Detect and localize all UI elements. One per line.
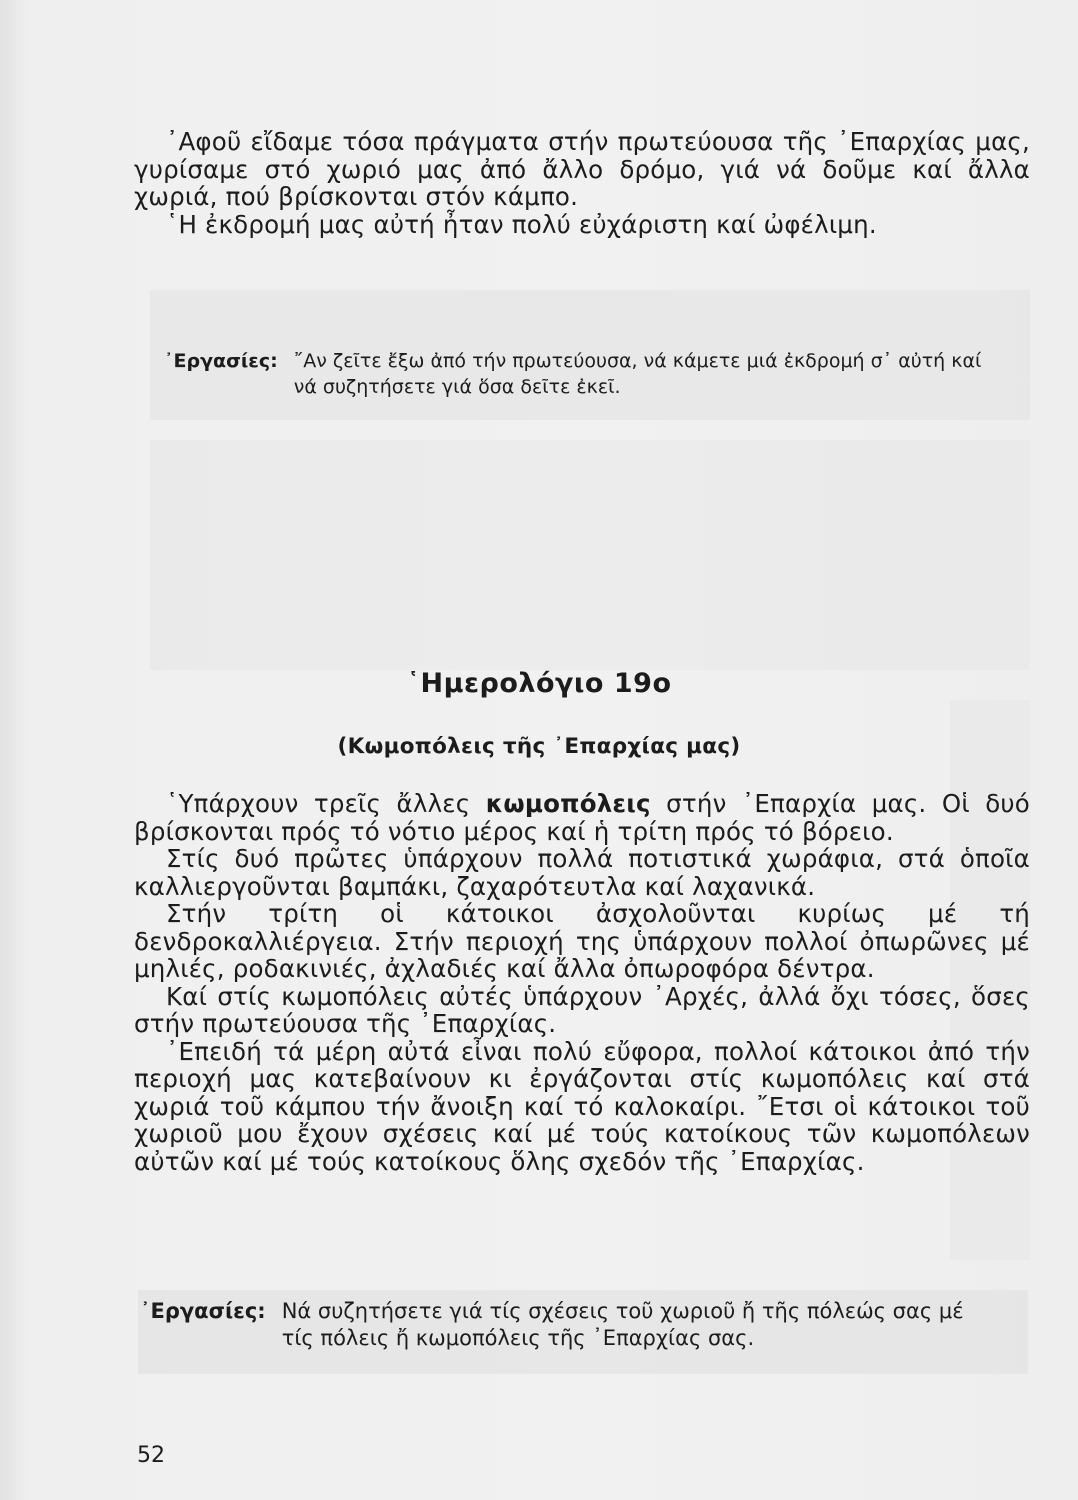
diary-paragraph: Στίς δυό πρῶτες ὑπάρχουν πολλά ποτιστικά χωράφια, στά ὁποῖα καλλιεργοῦνται βαμπάκι, ζαχαρότευτλα καί λαχανικά. bbox=[134, 844, 1030, 901]
tasks-text: ῎Αν ζεῖτε ἔξω ἀπό τήν πρωτεύουσα, νά κάμετε μιά ἐκδρομή σ᾿ αὐτή καί νά συζητήσετε γιά ὅσα δεῖτε ἐκεῖ. bbox=[293, 350, 982, 398]
diary-paragraph bbox=[134, 790, 1030, 845]
tasks-text: Νά συζητήσετε γιά τίς σχέσεις τοῦ χωριοῦ ἤ τῆς πόλεώς σας μέ τίς πόλεις ἤ κωμοπόλεις τῆς ᾿Επαρχίας σας. bbox=[281, 1299, 964, 1350]
diary-text-run: στήν ᾿Επαρχία μας. Οἱ δυό βρίσκονται πρός τό νότιο μέρος καί ἡ τρίτη πρός τό βόρειο. bbox=[134, 789, 1030, 846]
intro-paragraph: ῾Η ἐκδρομή μας αὐτή ἦταν πολύ εὐχάριστη καί ὠφέλιμη. bbox=[166, 209, 877, 239]
show-through-band bbox=[150, 440, 1030, 670]
tasks-label: ᾿Εργασίες: bbox=[164, 350, 278, 372]
diary-subtitle: (Κωμοπόλεις τῆς ᾿Επαρχίας μας) bbox=[337, 734, 741, 759]
tasks-label: ᾿Εργασίες: bbox=[140, 1299, 266, 1323]
intro-paragraph: ᾿Αφοῦ εἴδαμε τόσα πράγματα στήν πρωτεύουσα τῆς ᾿Επαρχίας μας, γυρίσαμε στό χωριό μας ἀπό ἄλλο δρόμο, γιά νά δοῦμε καί ἄλλα χωριά, πού βρίσκονται στόν κάμπο. bbox=[134, 127, 1030, 211]
diary-paragraph: Καί στίς κωμοπόλεις αὐτές ὑπάρχουν ᾿Αρχές, ἀλλά ὄχι τόσες, ὅσες στήν πρωτεύουσα τῆς ᾿Επαρχίας. bbox=[134, 981, 1030, 1038]
emphasized-term: κωμοπόλεις bbox=[485, 789, 651, 818]
diary-paragraph: ᾿Επειδή τά μέρη αὐτά εἶναι πολύ εὔφορα, πολλοί κάτοικοι ἀπό τήν περιοχή μας κατεβαίνουν κι ἐργάζονται στίς κωμοπόλεις καί στά χωριά τοῦ κάμπου τήν ἄνοιξη καί τό καλοκαίρι. ῎Ετσι οἱ κάτοικοι τοῦ χωριοῦ μου ἔχουν σχέσεις καί μέ τούς κατοίκους τῶν κωμοπόλεων αὐτῶν καί μέ τούς κατοίκους ὅλης σχεδόν τῆς ᾿Επαρχίας. bbox=[134, 1036, 1030, 1176]
tasks-block-2 bbox=[140, 1298, 1000, 1352]
diary-title: ῾Ημερολόγιο 19ο bbox=[406, 668, 672, 699]
diary-paragraph: Στήν τρίτη οἱ κάτοικοι ἀσχολοῦνται κυρίως μέ τή δενδροκαλλιέργεια. Στήν περιοχή της ὑπάρχουν πολλοί ὀπωρῶνες μέ μηλιές, ροδακινιές, ἀχλαδιές καί ἄλλα ὀπωροφόρα δέντρα. bbox=[134, 899, 1030, 983]
diary-text bbox=[134, 790, 1030, 1175]
intro-text bbox=[134, 128, 1030, 238]
diary-text-run: ῾Υπάρχουν τρεῖς ἄλλες bbox=[166, 789, 486, 818]
tasks-block-1 bbox=[164, 348, 1004, 400]
page-number: 52 bbox=[137, 1443, 165, 1468]
